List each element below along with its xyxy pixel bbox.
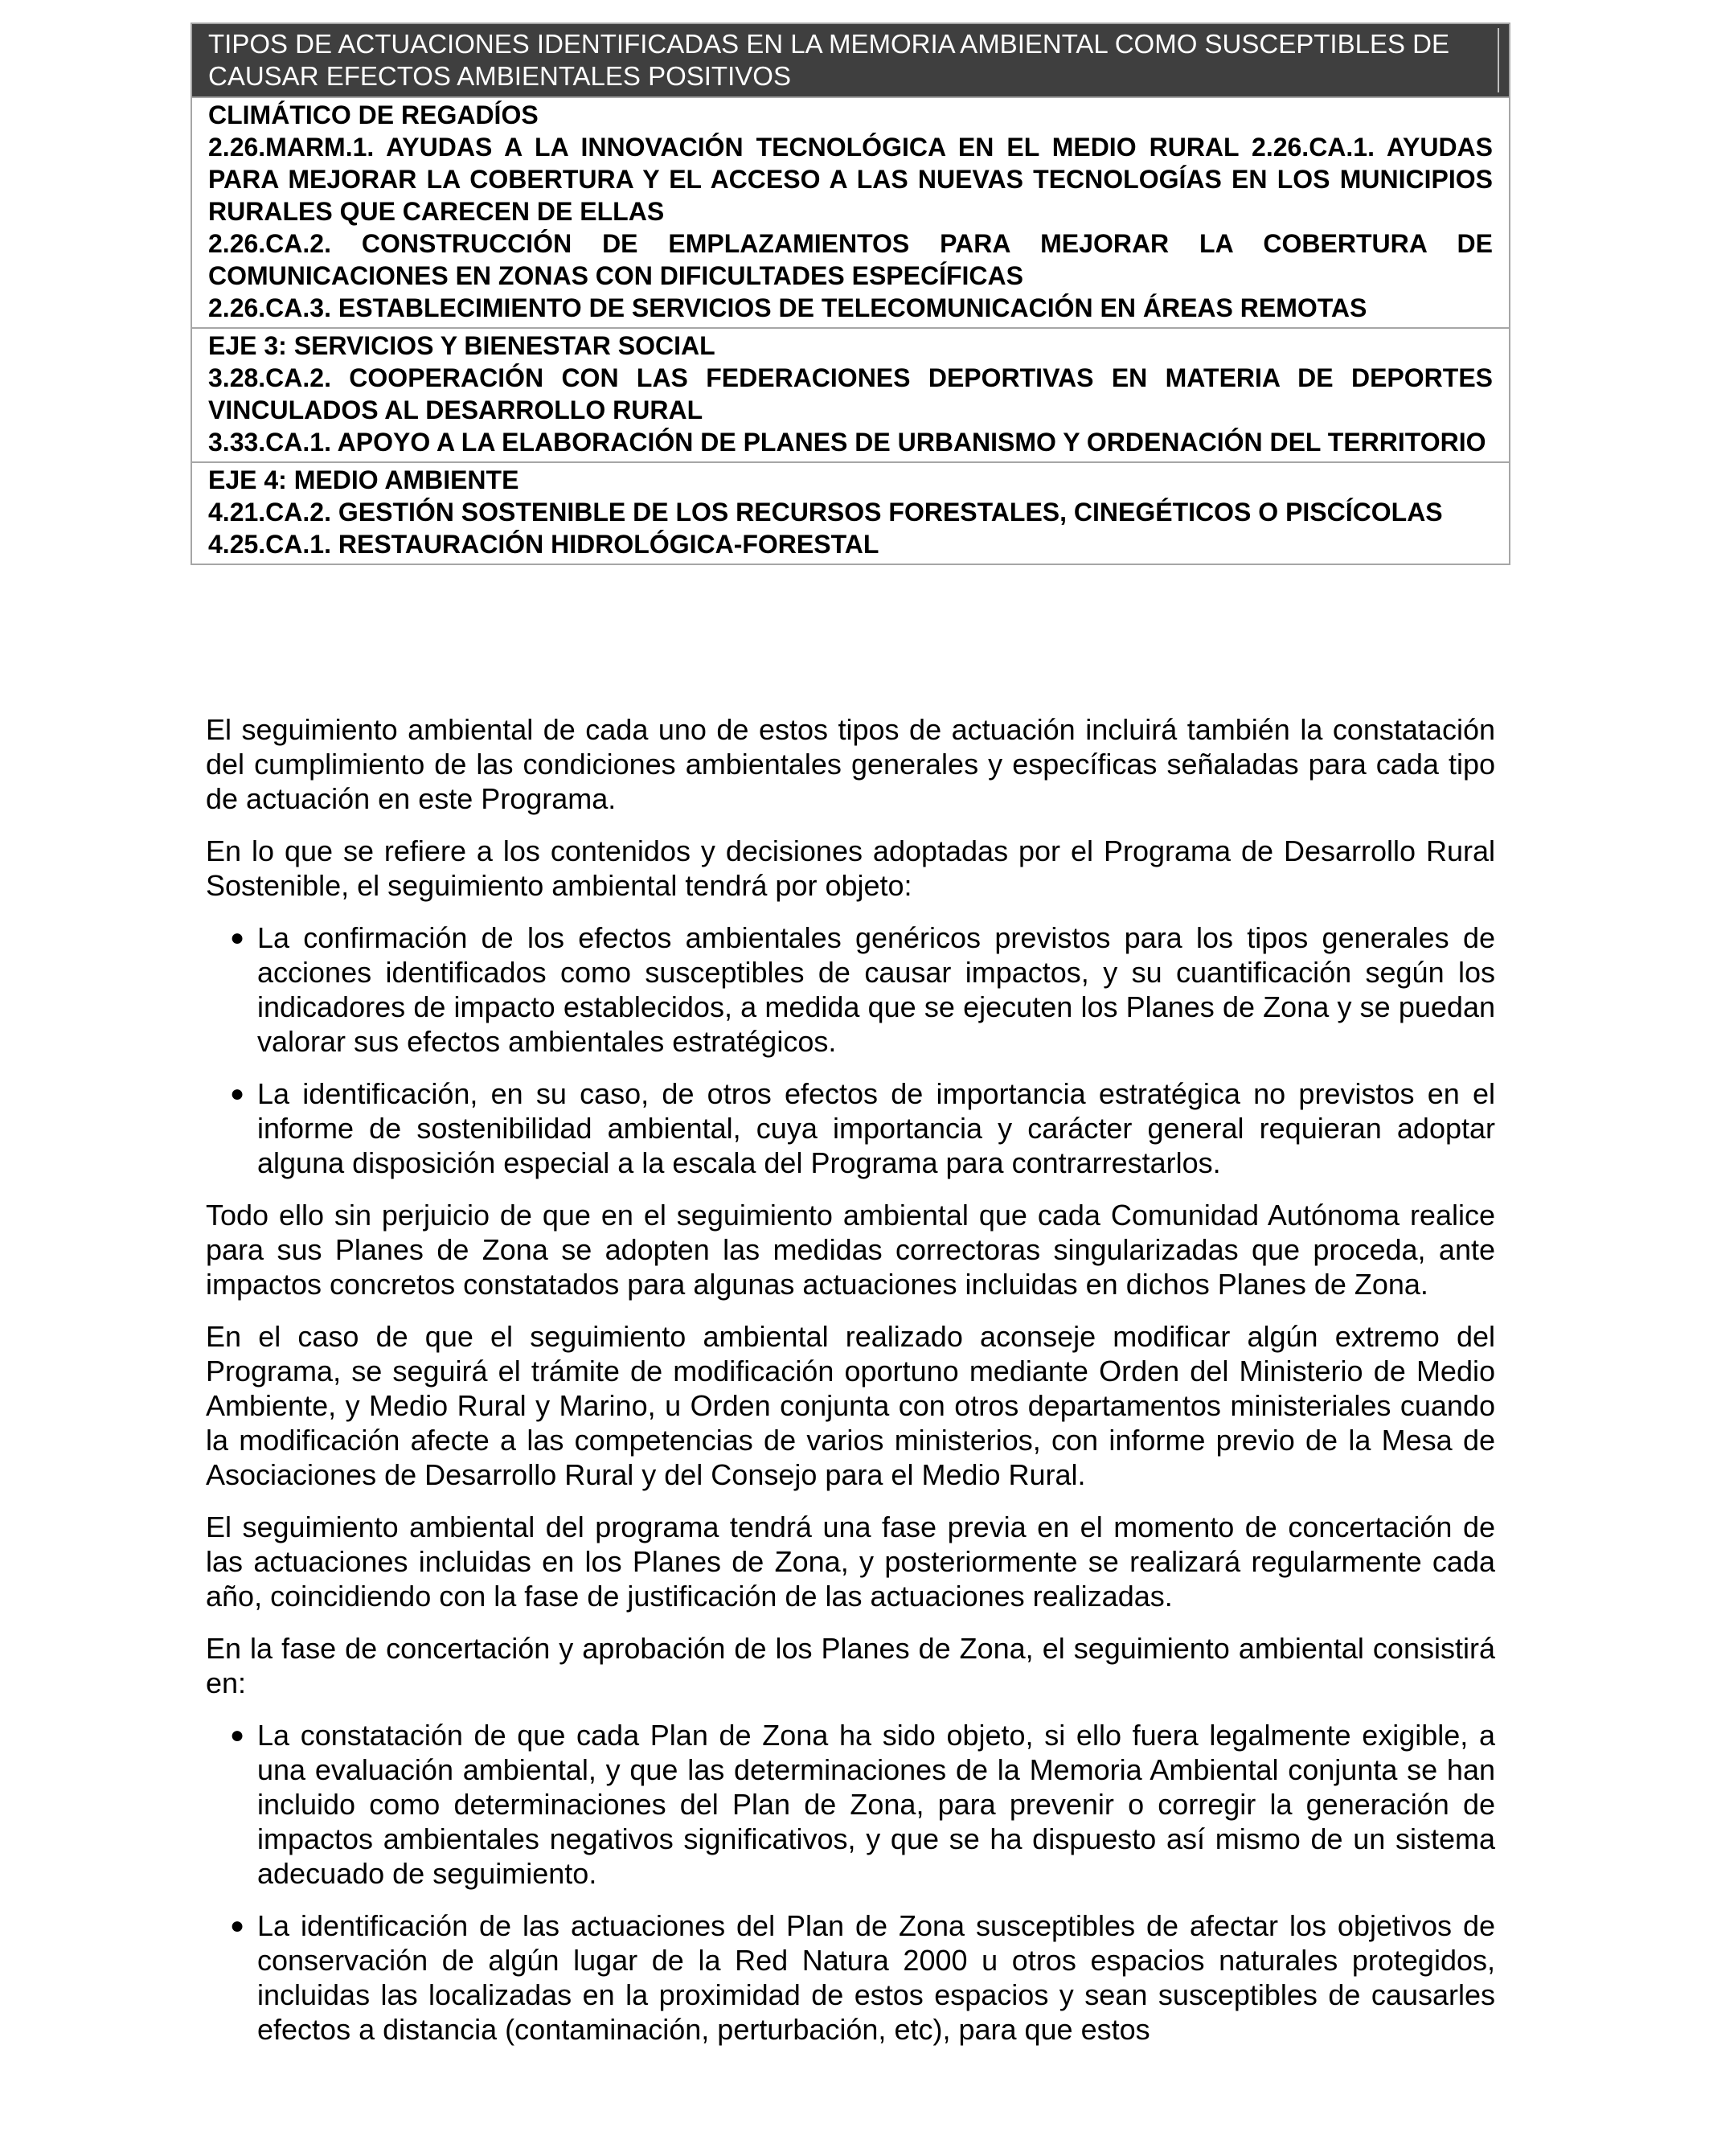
paragraph: En lo que se refiere a los contenidos y decisiones adoptadas por el Programa de Desarrollo Rural Sostenible, el seguimiento ambiental tendrá por objeto: [206, 834, 1495, 902]
list-item [206, 920, 1495, 1059]
paragraph: El seguimiento ambiental del programa tendrá una fase previa en el momento de concertación de las actuaciones incluidas en los Planes de Zona, y posteriormente se realizará regularmente cada año, coincidiendo con la fase de justificación de las actuaciones realizadas. [206, 1510, 1495, 1613]
table-section-eje-3 [192, 330, 1509, 463]
list-item-text: La constatación de que cada Plan de Zona ha sido objeto, si ello fuera legalmente exigible, a una evaluación ambiental, y que las determinaciones de la Memoria Ambiental conjunta se han incluido como determinaciones del Plan de Zona, para prevenir o corregir la generación de impactos ambientales negativos significativos, y que se ha dispuesto así mismo de un sistema adecuado de seguimiento. [257, 1719, 1495, 1890]
list-item [206, 1076, 1495, 1180]
table-row: 3.28.CA.2. COOPERACIÓN CON LAS FEDERACIONES DEPORTIVAS EN MATERIA DE DEPORTES VINCULADOS AL DESARROLLO RURAL [208, 363, 1493, 424]
actions-table [191, 23, 1510, 565]
table-row: 2.26.CA.2. CONSTRUCCIÓN DE EMPLAZAMIENTOS PARA MEJORAR LA COBERTURA DE COMUNICACIONES EN ZONAS CON DIFICULTADES ESPECÍFICAS [208, 229, 1493, 290]
bullet-icon: ● [230, 1912, 245, 1939]
bullet-list [206, 920, 1495, 1180]
list-item-text: La identificación, en su caso, de otros efectos de importancia estratégica no previstos en el informe de sostenibilidad ambiental, cuya importancia y carácter general requieran adoptar alguna disposición especial a la escala del Programa para contrarrestarlos. [257, 1077, 1495, 1179]
table-row: 3.33.CA.1. APOYO A LA ELABORACIÓN DE PLANES DE URBANISMO Y ORDENACIÓN DEL TERRITORIO [208, 428, 1486, 457]
list-item-text: La identificación de las actuaciones del Plan de Zona susceptibles de afectar los objetivos de conservación de algún lugar de la Red Natura 2000 u otros espacios naturales protegidos, incluidas las localizadas en la proximidad de estos espacios y sean susceptibles de causarles efectos a distancia (contaminación, perturbación, etc), para que estos [257, 1909, 1495, 2046]
paragraph: En la fase de concertación y aprobación de los Planes de Zona, el seguimiento ambiental consistirá en: [206, 1632, 1495, 1699]
paragraph: En el caso de que el seguimiento ambiental realizado aconseje modificar algún extremo del Programa, se seguirá el trámite de modificación oportuno mediante Orden del Ministerio de Medio Ambiente, y Medio Rural y Marino, u Orden conjunta con otros departamentos ministeriales cuando la modificación afecte a las competencias de varios ministerios, con informe previo de la Mesa de Asociaciones de Desarrollo Rural y del Consejo para el Medio Rural. [206, 1320, 1495, 1491]
table-row: 4.25.CA.1. RESTAURACIÓN HIDROLÓGICA-FORESTAL [208, 530, 879, 559]
paragraph: Todo ello sin perjuicio de que en el seguimiento ambiental que cada Comunidad Autónoma realice para sus Planes de Zona se adopten las medidas correctoras singularizadas que proceda, ante impactos concretos constatados para algunas actuaciones incluidas en dichos Planes de Zona. [206, 1199, 1495, 1301]
table-row: EJE 3: SERVICIOS Y BIENESTAR SOCIAL [208, 331, 715, 360]
document-body [206, 712, 1495, 2064]
table-row: 2.26.MARM.1. AYUDAS A LA INNOVACIÓN TECNOLÓGICA EN EL MEDIO RURAL 2.26.CA.1. AYUDAS PARA MEJORAR LA COBERTURA Y EL ACCESO A LAS NUEVAS TECNOLOGÍAS EN LOS MUNICIPIOS RURALES QUE CARECEN DE ELLAS [208, 133, 1493, 226]
list-item [206, 1908, 1495, 2047]
table-header-text: TIPOS DE ACTUACIONES IDENTIFICADAS EN LA MEMORIA AMBIENTAL COMO SUSCEPTIBLES DE CAUSAR EFECTOS AMBIENTALES POSITIVOS [208, 28, 1499, 92]
table-header [192, 24, 1509, 98]
table-section-eje-2 [192, 99, 1509, 329]
bullet-icon: ● [230, 1722, 245, 1748]
bullet-icon: ● [230, 924, 245, 951]
table-row: 4.21.CA.2. GESTIÓN SOSTENIBLE DE LOS RECURSOS FORESTALES, CINEGÉTICOS O PISCÍCOLAS [208, 498, 1443, 527]
bullet-list [206, 1718, 1495, 2047]
table-row: EJE 4: MEDIO AMBIENTE [208, 465, 519, 494]
table-section-eje-4 [192, 464, 1509, 564]
bullet-icon: ● [230, 1080, 245, 1107]
table-row: 2.26.CA.3. ESTABLECIMIENTO DE SERVICIOS DE TELECOMUNICACIÓN EN ÁREAS REMOTAS [208, 293, 1367, 322]
paragraph: El seguimiento ambiental de cada uno de estos tipos de actuación incluirá también la constatación del cumplimiento de las condiciones ambientales generales y específicas señaladas para cada tipo de actuación en este Programa. [206, 713, 1495, 815]
table-row: CLIMÁTICO DE REGADÍOS [208, 100, 539, 129]
list-item-text: La confirmación de los efectos ambientales genéricos previstos para los tipos generales de acciones identificados como susceptibles de causar impactos, y su cuantificación según los indicadores de impacto establecidos, a medida que se ejecuten los Planes de Zona y se puedan valorar sus efectos ambientales estratégicos. [257, 921, 1495, 1058]
list-item [206, 1718, 1495, 1891]
